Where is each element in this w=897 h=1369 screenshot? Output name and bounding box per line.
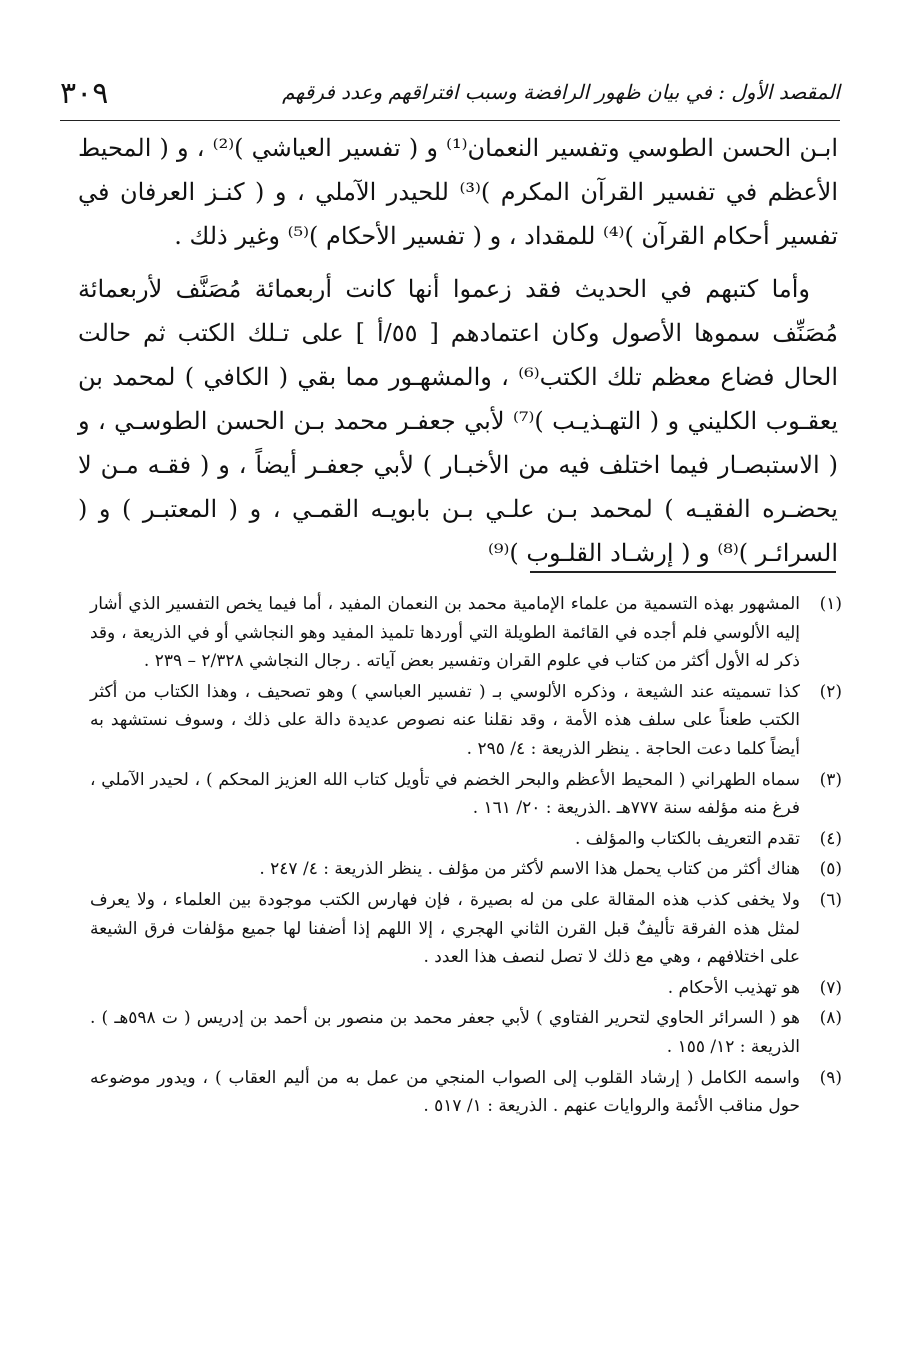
footnote bbox=[90, 766, 842, 823]
footnote bbox=[90, 855, 842, 884]
footnote-text: كذا تسميته عند الشيعة ، وذكره الألوسي بـ ( تفسير العباسي ) وهو تصحيف ، وهذا الكتاب من أكثر الكتب طعناً على سلف هذه الأمة ، وقد نقلنا عنه نصوص عديدة دالة على ذلك ، وسوف نستشهد به أيضاً كلما دعت الحاجة . ينظر الذريعة : ٤/ ٢٩٥ . bbox=[90, 681, 800, 759]
footnote-text: المشهور بهذه التسمية من علماء الإمامية محمد بن النعمان المفيد ، أما فيما يخص التفسير الذي أشار إليه الألوسي فلم أجده في القائمة الطويلة التي أوردها تلميذ المفيد وهو النجاشي أو في الذريعة ، وقد ذكر له الأول أكثر من كتاب في علوم القران وتفسير بعض آياته . رجال النجاشي ٢/٣٢٨ – ٢٣٩ . bbox=[90, 594, 800, 672]
footnote bbox=[90, 1064, 842, 1121]
footnote-number: (٢) bbox=[819, 681, 842, 702]
footnotes bbox=[90, 590, 842, 1123]
footnote-number: (٣) bbox=[819, 769, 842, 790]
footnote-number: (٦) bbox=[819, 889, 842, 910]
footnote-text: سماه الطهراني ( المحيط الأعظم والبحر الخضم في تأويل كتاب الله العزيز المحكم ) ، لحيدر الآملي ، فرغ منه مؤلفه سنة ٧٧٧هـ .الذريعة : ٢٠/ ١٦١ . bbox=[90, 769, 800, 819]
footnote-number: (٥) bbox=[819, 859, 842, 880]
footnote-text: تقدم التعريف بالكتاب والمؤلف . bbox=[574, 828, 800, 849]
footnote-number: (١) bbox=[819, 594, 842, 614]
footnote-divider bbox=[530, 571, 836, 573]
footnote-number: (٩) bbox=[819, 1067, 842, 1088]
main-text bbox=[78, 126, 838, 584]
page-header bbox=[60, 72, 840, 118]
footnote-number: (٨) bbox=[819, 1008, 842, 1029]
footnote bbox=[90, 974, 842, 1003]
footnote bbox=[90, 886, 842, 972]
footnote-number: (٤) bbox=[819, 828, 842, 849]
footnote-text: هو تهذيب الأحكام . bbox=[667, 977, 800, 998]
footnote-text: هو ( السرائر الحاوي لتحرير الفتاوي ) لأبي جعفر محمد بن منصور بن أحمد بن إدريس ( ت ٥٩٨هـ ) . الذريعة : ١٢/ ١٥٥ . bbox=[90, 1008, 800, 1057]
footnote bbox=[90, 825, 842, 854]
footnote bbox=[90, 678, 842, 764]
footnote bbox=[90, 590, 842, 676]
paragraph: ابـن الحسن الطوسي وتفسير النعمان⁽¹⁾ و ( تفسير العياشي )⁽²⁾ ، و ( المحيط الأعظم في تفسير القرآن المكرم )⁽³⁾ للحيدر الآملي ، و ( كنـز العرفان في تفسير أحكام القرآن )⁽⁴⁾ للمقداد ، و ( تفسير الأحكام )⁽⁵⁾ وغير ذلك . bbox=[78, 134, 839, 250]
footnote-text: ولا يخفى كذب هذه المقالة على من له بصيرة ، فإن فهارس الكتب موجودة بين العلماء ، ولا يعرف لمثل هذه الفرقة تأليفٌ قبل القرن الثاني الهجري ، إلا اللهم إذا أضفنا لها جميع مؤلفات فرق الشيعة على اختلافهم ، وهي مع ذلك لا تصل لنصف هذا العدد . bbox=[90, 889, 800, 968]
footnote-text: هناك أكثر من كتاب يحمل هذا الاسم لأكثر من مؤلف . ينظر الذريعة : ٤/ ٢٤٧ . bbox=[259, 859, 800, 880]
footnote bbox=[90, 1004, 842, 1061]
header-divider bbox=[60, 120, 840, 121]
paragraph: وأما كتبهم في الحديث فقد زعموا أنها كانت أربعمائة مُصَنَّف لأربعمائة مُصَنِّف سموها الأصول وكان اعتمادهم [ ٥٥/أ ] على تـلك الكتب ثم حالت الحال فضاع معظم تلك الكتب⁽⁶⁾ ، والمشهـور مما بقي ( الكافي ) لمحمد بن يعقـوب الكليني و ( التهـذيـب )⁽⁷⁾ لأبي جعفـر محمد بـن الحسن الطوسـي ، و ( الاستبصـار فيما اختلف فيه من الأخبـار ) لأبي جعفـر أيضاً ، و ( فقـه مـن لا يحضـره الفقيـه ) لمحمد بـن علـي بـن بابويـه القمـي ، و ( المعتبـر ) و ( السرائـر )⁽⁸⁾ و ( إرشـاد القلـوب )⁽⁹⁾ bbox=[78, 275, 839, 567]
footnote-number: (٧) bbox=[819, 977, 842, 998]
page-number: ٣٠٩ bbox=[60, 76, 109, 111]
footnote-text: واسمه الكامل ( إرشاد القلوب إلى الصواب المنجي من عمل به من أليم العقاب ) ، ويدور موضوعه حول مناقب الأئمة والروايات عنهم . الذريعة : ١/ ٥١٧ . bbox=[90, 1067, 800, 1117]
running-title: المقصد الأول : في بيان ظهور الرافضة وسبب افتراقهم وعدد فرقهم bbox=[282, 80, 840, 104]
